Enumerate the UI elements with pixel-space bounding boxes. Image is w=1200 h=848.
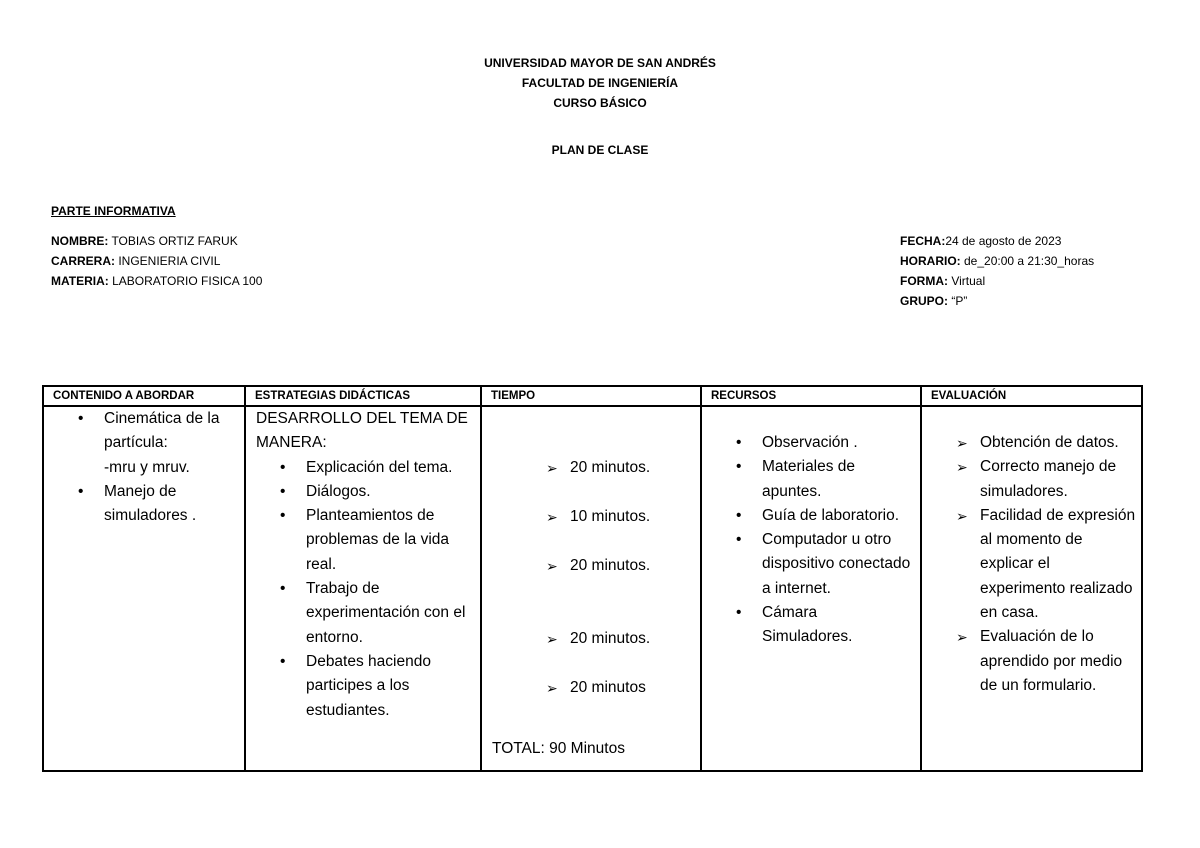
info-label: HORARIO: <box>900 254 961 268</box>
list-item: • Cinemática de la partícula: <box>48 407 240 456</box>
list-item: • Manejo de simuladores . <box>48 480 240 529</box>
info-value: TOBIAS ORTIZ FARUK <box>108 234 238 248</box>
header-estrategias: ESTRATEGIAS DIDÁCTICAS <box>245 386 481 406</box>
recursos-subitem: Simuladores. <box>762 628 853 646</box>
info-fecha <box>900 231 1094 251</box>
cell-tiempo <box>481 406 701 771</box>
tiempo-list <box>486 407 696 770</box>
list-item: • Explicación del tema. <box>250 456 476 480</box>
info-label: FORMA: <box>900 274 948 288</box>
list-item: • Materiales de apuntes. <box>706 455 916 504</box>
tiempo-total: TOTAL: 90 Minutos <box>492 740 625 757</box>
list-item: ➢ Obtención de datos. <box>926 431 1137 455</box>
cell-estrategias <box>245 406 481 771</box>
header-recursos: RECURSOS <box>701 386 921 406</box>
contenido-list <box>48 407 240 456</box>
info-right <box>900 231 1094 311</box>
list-item: • Diálogos. <box>250 480 476 504</box>
list-item: • Cámara <box>706 601 916 625</box>
plan-title: PLAN DE CLASE <box>551 143 649 157</box>
cell-recursos <box>701 406 921 771</box>
list-item: ➢ 10 minutos. <box>546 505 650 529</box>
info-left <box>51 231 262 291</box>
info-materia <box>51 271 262 291</box>
info-value: Virtual <box>948 274 986 288</box>
evaluacion-list <box>926 431 1137 698</box>
info-label: MATERIA: <box>51 274 109 288</box>
list-item: • Debates haciendo participes a los estudiantes. <box>250 650 476 723</box>
info-value: LABORATORIO FISICA 100 <box>108 274 263 288</box>
info-horario <box>900 251 1094 271</box>
list-item: • Guía de laboratorio. <box>706 504 916 528</box>
course-name: CURSO BÁSICO <box>553 96 647 110</box>
faculty-name: FACULTAD DE INGENIERÍA <box>521 76 679 90</box>
evaluacion-container <box>926 407 1137 698</box>
list-item: • Observación . <box>706 431 916 455</box>
list-item: • Planteamientos de problemas de la vida real. <box>250 504 476 577</box>
contenido-list-2 <box>48 480 240 529</box>
cell-evaluacion <box>921 406 1142 771</box>
recursos-container <box>706 407 916 650</box>
info-value: INGENIERIA CIVIL <box>115 254 221 268</box>
list-item: ➢ Evaluación de lo aprendido por medio de un formulario. <box>926 625 1137 698</box>
contenido-subitem: -mru y mruv. <box>104 458 190 476</box>
list-item: ➢ 20 minutos. <box>546 456 650 480</box>
table-row <box>43 406 1142 771</box>
list-item: ➢ 20 minutos. <box>546 554 650 578</box>
list-item: • Trabajo de experimentación con el entorno. <box>250 577 476 650</box>
list-item: ➢ Facilidad de expresión al momento de explicar el experimento realizado en casa. <box>926 504 1137 625</box>
info-grupo <box>900 291 1094 311</box>
info-label: GRUPO: <box>900 294 948 308</box>
cell-contenido <box>43 406 245 771</box>
info-label: CARRERA: <box>51 254 115 268</box>
header-evaluacion: EVALUACIÓN <box>921 386 1142 406</box>
document-header <box>0 53 1200 113</box>
table-header-row <box>43 386 1142 406</box>
section-title: PARTE INFORMATIVA <box>51 204 176 218</box>
header-contenido: CONTENIDO A ABORDAR <box>43 386 245 406</box>
list-item: ➢ 20 minutos. <box>546 627 650 651</box>
university-name: UNIVERSIDAD MAYOR DE SAN ANDRÉS <box>484 56 716 70</box>
estrategias-list <box>250 456 476 723</box>
info-label: FECHA: <box>900 234 946 248</box>
header-tiempo: TIEMPO <box>481 386 701 406</box>
info-forma <box>900 271 1094 291</box>
estrategias-heading: DESARROLLO DEL TEMA DE MANERA: <box>256 410 468 452</box>
recursos-list <box>706 431 916 625</box>
plan-table <box>42 385 1143 772</box>
list-item: • Computador u otro dispositivo conectado a internet. <box>706 528 916 601</box>
info-value: de_20:00 a 21:30_horas <box>960 254 1095 268</box>
info-value: “P” <box>948 294 968 308</box>
info-label: NOMBRE: <box>51 234 109 248</box>
list-item: ➢ Correcto manejo de simuladores. <box>926 455 1137 504</box>
info-carrera <box>51 251 262 271</box>
list-item: ➢ 20 minutos <box>546 676 646 700</box>
info-nombre <box>51 231 262 251</box>
info-value: 24 de agosto de 2023 <box>945 234 1062 248</box>
